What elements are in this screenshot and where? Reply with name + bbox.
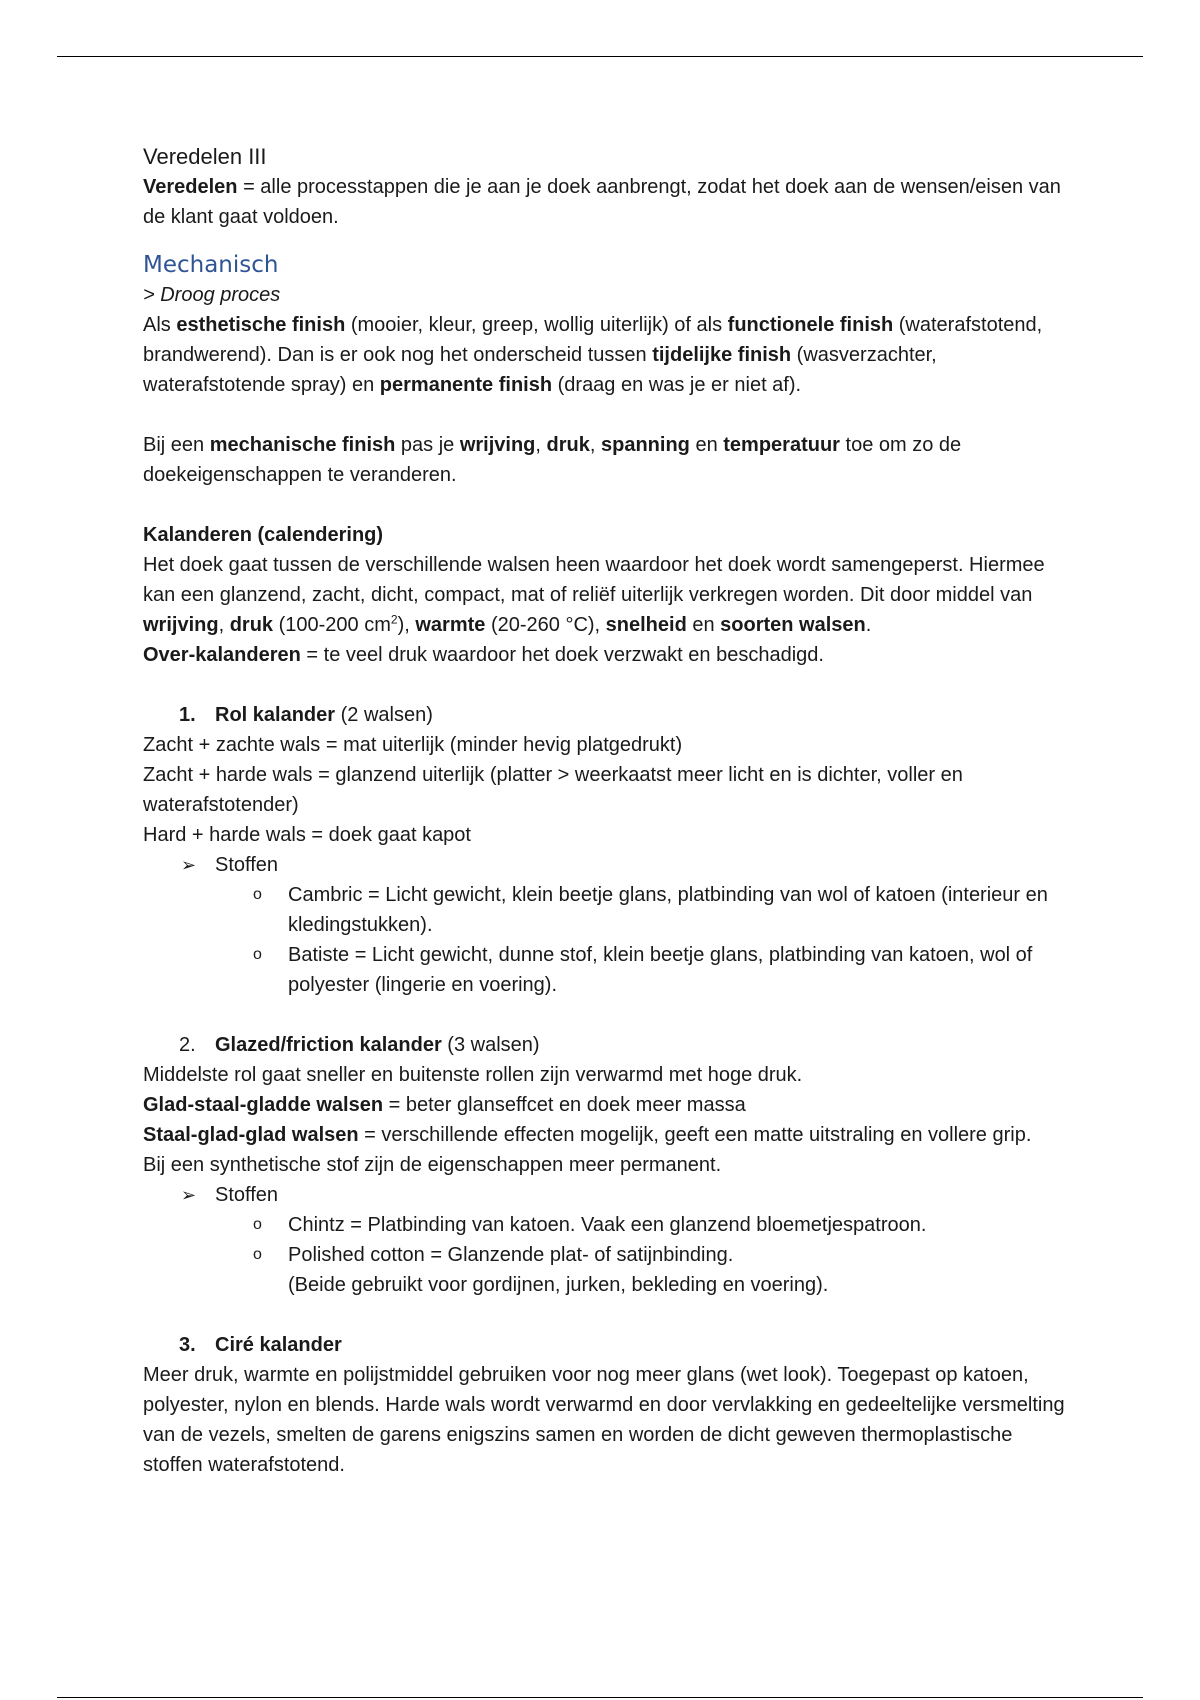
footer-rule: [57, 1697, 1143, 1698]
glazed-stoffen-bullet: ➢ Stoffen: [181, 1180, 1073, 1210]
rol-stof-batiste: o Batiste = Licht gewicht, dunne stof, klein beetje glans, platbinding van katoen, wol of polyester (lingerie en voering).: [143, 940, 1073, 1000]
rol-line-2: Zacht + harde wals = glanzend uiterlijk (platter > weerkaatst meer licht en is dichter, voller en waterafstotender): [143, 764, 963, 816]
list-item-cire-kalander: 3. Ciré kalander: [179, 1334, 342, 1356]
glazed-stof-chintz: o Chintz = Platbinding van katoen. Vaak een glanzend bloemetjespatroon.: [143, 1210, 1073, 1240]
glazed-stof-note: (Beide gebruikt voor gordijnen, jurken, bekleding en voering).: [288, 1274, 829, 1296]
over-kalanderen-paragraph: Over-kalanderen = te veel druk waardoor het doek verzwakt en beschadigd.: [143, 644, 824, 666]
circle-bullet-icon: o: [253, 1216, 262, 1233]
rol-line-1: Zacht + zachte wals = mat uiterlijk (minder hevig platgedrukt): [143, 734, 683, 756]
rol-stoffen-bullet: ➢ Stoffen: [181, 850, 1073, 880]
cire-paragraph: Meer druk, warmte en polijstmiddel gebruiken voor nog meer glans (wet look). Toegepast op katoen, polyester, nylon en blends. Harde wals wordt verwarmd en door vervlakking en gedeeltelijke versmelting van de vezels, smelten de garens enigszins samen en worden de dicht geweven thermoplastische stoffen waterafstotend.: [143, 1364, 1065, 1476]
header-rule: [57, 56, 1143, 57]
rol-stof-cambric: o Cambric = Licht gewicht, klein beetje glans, platbinding van wol of katoen (interieur en kledingstukken).: [143, 880, 1073, 940]
page-title: Veredelen III: [143, 144, 267, 169]
glazed-line-1: Middelste rol gaat sneller en buitenste rollen zijn verwarmd met hoge druk.: [143, 1064, 803, 1086]
intro-term: Veredelen: [143, 176, 238, 198]
list-item-rol-kalander: 1. Rol kalander (2 walsen): [179, 704, 433, 726]
droog-proces-label: > Droog proces: [143, 284, 281, 306]
section-heading-mechanisch: Mechanisch: [143, 252, 279, 278]
arrow-bullet-icon: ➢: [181, 1185, 197, 1205]
circle-bullet-icon: o: [253, 1246, 262, 1263]
finish-paragraph: Als esthetische finish (mooier, kleur, greep, wollig uiterlijk) of als functionele finish (waterafstotend, brandwerend). Dan is er ook nog het onderscheid tussen tijdelijke finish (wasverzachter, waterafstotende spray) en permanente finish (draag en was je er niet af).: [143, 314, 1043, 396]
glazed-line-3: Staal-glad-glad walsen = verschillende effecten mogelijk, geeft een matte uitstraling en vollere grip.: [143, 1124, 1032, 1146]
kalanderen-paragraph: Het doek gaat tussen de verschillende walsen heen waardoor het doek wordt samengeperst. Hiermee kan een glanzend, zacht, dicht, compact, mat of reliëf uiterlijk verkregen worden. Dit door middel van wrijving, druk (100-200 $cm^2$), warmte (20-260 °C), snelheid en soorten walsen.: [143, 554, 1045, 636]
mechanische-finish-paragraph: Bij een mechanische finish pas je wrijving, druk, spanning en temperatuur toe om zo de doekeigenschappen te veranderen.: [143, 434, 962, 486]
document-body: [143, 142, 1073, 1480]
list-item-glazed-kalander: 2. Glazed/friction kalander (3 walsen): [179, 1034, 540, 1056]
circle-bullet-icon: o: [253, 946, 262, 963]
kalanderen-heading: Kalanderen (calendering): [143, 524, 384, 546]
arrow-bullet-icon: ➢: [181, 855, 197, 875]
intro-paragraph: Veredelen = alle processtappen die je aan je doek aanbrengt, zodat het doek aan de wensen/eisen van de klant gaat voldoen.: [143, 176, 1061, 228]
glazed-line-4: Bij een synthetische stof zijn de eigenschappen meer permanent.: [143, 1154, 722, 1176]
glazed-stof-polished-cotton: o Polished cotton = Glanzende plat- of satijnbinding.: [143, 1240, 1073, 1270]
circle-bullet-icon: o: [253, 886, 262, 903]
glazed-line-2: Glad-staal-gladde walsen = beter glanseffcet en doek meer massa: [143, 1094, 746, 1116]
rol-line-3: Hard + harde wals = doek gaat kapot: [143, 824, 471, 846]
